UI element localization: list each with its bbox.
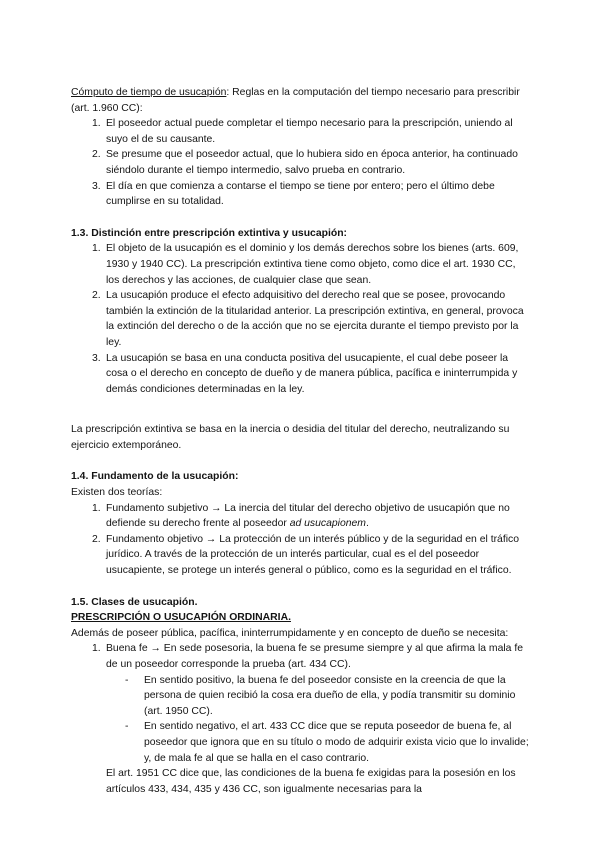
sublist-text: En sentido negativo, el art. 433 CC dice que se reputa poseedor de buena fe, al poseedor que ignora que en su título o modo de adquirir exista vicio que lo invalide; y, de mala fe al que se halla en el caso contrario. <box>144 721 529 764</box>
list-number: 2. <box>92 149 101 161</box>
list-number: 1. <box>92 643 101 655</box>
list-item <box>71 501 531 532</box>
section-heading-distincion: 1.3. Distinción entre prescripción extintiva y usucapión: <box>71 227 348 239</box>
latin-term: ad usucapionem <box>289 518 366 530</box>
list-text: El objeto de la usucapión es el dominio y los demás derechos sobre los bienes (arts. 609, 1930 y 1940 CC). La prescripción extintiva tiene como objeto, como dice el art. 1930 CC, los derechos y las acciones, de cualquier clase que sean. <box>106 243 519 286</box>
list-text-end: . <box>365 518 369 530</box>
list-number: 1. <box>92 118 101 130</box>
fundamento-list <box>71 501 531 579</box>
list-text: El día en que comienza a contarse el tiempo se tiene por entero; pero el último debe cumplirse en su totalidad. <box>106 180 495 208</box>
list-number: 1. <box>92 502 101 514</box>
list-number: 2. <box>92 290 101 302</box>
computo-paragraph <box>71 85 531 116</box>
buena-fe-sublist <box>106 673 531 767</box>
document-body <box>71 85 531 797</box>
list-item <box>71 351 531 398</box>
clases-intro: Además de poseer pública, pacífica, ininterrumpidamente y en concepto de dueño se necesita: <box>71 627 509 639</box>
dash-bullet: - <box>125 721 129 733</box>
list-item <box>71 116 531 147</box>
clases-list <box>71 641 531 672</box>
list-item <box>71 241 531 288</box>
list-number: 3. <box>92 180 101 192</box>
list-text: El poseedor actual puede completar el tiempo necesario para la prescripción, uniendo al suyo el de su causante. <box>106 118 513 145</box>
dash-bullet: - <box>125 674 129 686</box>
computo-list <box>71 116 531 210</box>
list-text: La usucapión produce el efecto adquisitivo del derecho real que se posee, provocando también la extinción de la titularidad anterior. La prescripción extintiva, en general, provoca la extinción del derecho o de la acción que no se ejercita durante el tiempo previsto por la ley. <box>106 290 524 348</box>
list-text: Fundamento objetivo → La protección de un interés público y de la seguridad en el tráfico jurídico. A través de la protección de un interés particular, cual es el del poseedor usucapiente, se protege un interés general o público, como es la seguridad en el tráfico. <box>106 533 519 577</box>
list-item <box>71 288 531 350</box>
distincion-closing: La prescripción extintiva se basa en la inercia o desidia del titular del derecho, neutralizando su ejercicio extemporáneo. <box>71 424 510 451</box>
list-text: Buena fe → En sede posesoria, la buena fe se presume siempre y al que afirma la mala fe de un poseedor corresponde la prueba (art. 434 CC). <box>106 643 524 670</box>
sublist-text: En sentido positivo, la buena fe del poseedor consiste en la creencia de que la persona de quien recibió la cosa era dueño de ella, y podía transmitir su dominio (art. 1950 CC). <box>144 674 516 717</box>
list-item <box>71 147 531 178</box>
list-number: 1. <box>92 243 101 255</box>
list-text: Se presume que el poseedor actual, que lo hubiera sido en época anterior, ha continuado siéndolo durante el tiempo intermedio, salvo prueba en contrario. <box>106 149 518 176</box>
list-item <box>71 179 531 210</box>
sublist-item <box>106 673 531 720</box>
distincion-list <box>71 241 531 397</box>
sublist-item <box>106 719 531 766</box>
list-number: 3. <box>92 352 101 364</box>
section-heading-clases: 1.5. Clases de usucapión. <box>71 596 198 608</box>
computo-title: Cómputo de tiempo de usucapión <box>71 87 227 98</box>
list-text: La usucapión se basa en una conducta positiva del usucapiente, el cual debe poseer la cosa o el derecho en concepto de dueño y de manera pública, pacífica e ininterrumpida y demás condiciones determinadas en la ley. <box>106 352 518 395</box>
computo-intro: : Reglas en la computación del tiempo necesario para prescribir (art. 1.960 CC): <box>71 87 520 114</box>
list-item <box>71 532 531 579</box>
subheading-ordinaria: PRESCRIPCIÓN O USUCAPIÓN ORDINARIA. <box>71 612 291 624</box>
list-item <box>71 641 531 672</box>
fundamento-intro: Existen dos teorías: <box>71 487 163 499</box>
continuation-paragraph: El art. 1951 CC dice que, las condiciones de la buena fe exigidas para la posesión en los artículos 433, 434, 435 y 436 CC, son igualmente necesarias para la <box>106 768 516 795</box>
list-number: 2. <box>92 533 101 545</box>
section-heading-fundamento: 1.4. Fundamento de la usucapión: <box>71 471 239 483</box>
list-text: Fundamento subjetivo → La inercia del titular del derecho objetivo de usucapión que no defiende su derecho frente al poseedor <box>106 502 510 530</box>
